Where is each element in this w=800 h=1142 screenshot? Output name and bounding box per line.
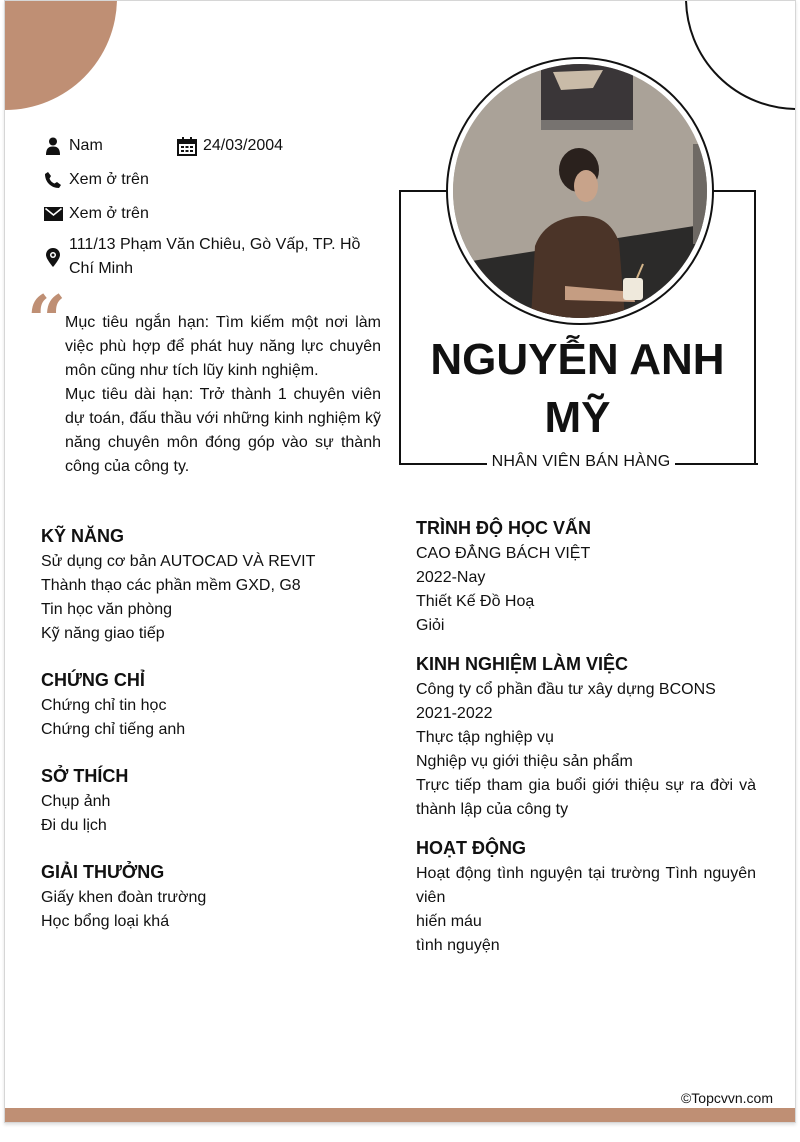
- section-awards: [41, 859, 391, 934]
- list-item: 2022-Nay: [416, 569, 486, 586]
- copyright-text: ©Topcvvn.com: [680, 1090, 773, 1106]
- quote-icon: “: [27, 281, 67, 361]
- right-column: [416, 515, 756, 971]
- gender-value: Nam: [69, 137, 103, 154]
- job-title: NHÂN VIÊN BÁN HÀNG: [491, 453, 671, 470]
- objective-long-term: Mục tiêu dài hạn: Trở thành 1 chuyên viên dự toán, đấu thầu với những kinh nghiệm kỹ năng chuyên môn đóng góp vào sự thành công của công ty.: [65, 386, 381, 475]
- list-item: Học bổng loại khá: [41, 913, 170, 930]
- calendar-icon: [177, 136, 197, 156]
- section-title: TRÌNH ĐỘ HỌC VẤN: [416, 518, 591, 538]
- list-item: hiến máu: [416, 913, 482, 930]
- contact-info: [43, 129, 388, 281]
- list-item: Sử dụng cơ bản AUTOCAD VÀ REVIT: [41, 553, 316, 570]
- list-item: Giấy khen đoàn trường: [41, 889, 207, 906]
- gender-item: [43, 136, 177, 156]
- section-title: HOẠT ĐỘNG: [416, 838, 526, 858]
- section-skills: [41, 523, 391, 646]
- phone-value: Xem ở trên: [69, 171, 149, 188]
- list-item: Chụp ảnh: [41, 793, 111, 810]
- list-item: Thực tập nghiệp vụ: [416, 729, 554, 746]
- decorative-circle-outline-top-right: [685, 0, 796, 110]
- address-item: [43, 233, 388, 281]
- section-experience: [416, 651, 756, 822]
- section-hobbies: [41, 763, 391, 838]
- list-item: 2021-2022: [416, 705, 493, 722]
- cv-page: [4, 0, 796, 1123]
- list-item: Chứng chỉ tiếng anh: [41, 721, 186, 738]
- envelope-icon: [43, 204, 63, 224]
- decorative-circle-top-left: [4, 0, 117, 110]
- frame-line-left: [399, 463, 487, 465]
- email-value: Xem ở trên: [69, 205, 149, 222]
- list-item: Nghiệp vụ giới thiệu sản phẩm: [416, 753, 633, 770]
- list-item: Thành thạo các phần mềm GXD, G8: [41, 577, 301, 594]
- list-item: tình nguyện: [416, 937, 500, 954]
- footer-accent-bar: [5, 1108, 795, 1122]
- address-value: 111/13 Phạm Văn Chiêu, Gò Vấp, TP. Hồ Chí Minh: [69, 236, 361, 277]
- section-certificates: [41, 667, 391, 742]
- avatar-photo: [453, 64, 707, 318]
- list-item: Công ty cổ phần đầu tư xây dựng BCONS: [416, 681, 716, 698]
- section-title: CHỨNG CHỈ: [41, 670, 145, 690]
- avatar-frame: [446, 57, 714, 325]
- section-title: SỞ THÍCH: [41, 766, 129, 786]
- phone-item: [43, 170, 149, 190]
- career-objective: [65, 311, 381, 479]
- email-item: [43, 204, 149, 224]
- list-item: Trực tiếp tham gia buổi giới thiệu sự ra đời và thành lập của công ty: [416, 777, 756, 818]
- phone-icon: [43, 170, 63, 190]
- birthday-value: 24/03/2004: [203, 137, 284, 154]
- person-icon: [43, 136, 63, 156]
- birthday-item: [177, 136, 283, 156]
- list-item: Đi du lịch: [41, 817, 107, 834]
- section-title: GIẢI THƯỞNG: [41, 862, 165, 882]
- list-item: Kỹ năng giao tiếp: [41, 625, 165, 642]
- list-item: Thiết Kế Đồ Hoạ: [416, 593, 535, 610]
- section-title: KỸ NĂNG: [41, 526, 125, 546]
- section-title: KINH NGHIỆM LÀM VIỆC: [416, 654, 629, 674]
- section-activities: [416, 835, 756, 958]
- list-item: CAO ĐẲNG BÁCH VIỆT: [416, 545, 591, 562]
- list-item: Giỏi: [416, 617, 445, 634]
- frame-line-right: [675, 463, 758, 465]
- left-column: [41, 523, 391, 955]
- map-pin-icon: [43, 248, 63, 267]
- list-item: Hoạt động tình nguyện tại trường Tình nguyên viên: [416, 865, 756, 906]
- list-item: Tin học văn phòng: [41, 601, 173, 618]
- list-item: Chứng chỉ tin học: [41, 697, 167, 714]
- objective-short-term: Mục tiêu ngắn hạn: Tìm kiếm một nơi làm việc phù hợp để phát huy năng lực chuyên môn cũng như tích lũy kinh nghiệm.: [65, 314, 381, 379]
- full-name: NGUYỄN ANH MỸ: [430, 335, 725, 442]
- section-education: [416, 515, 756, 638]
